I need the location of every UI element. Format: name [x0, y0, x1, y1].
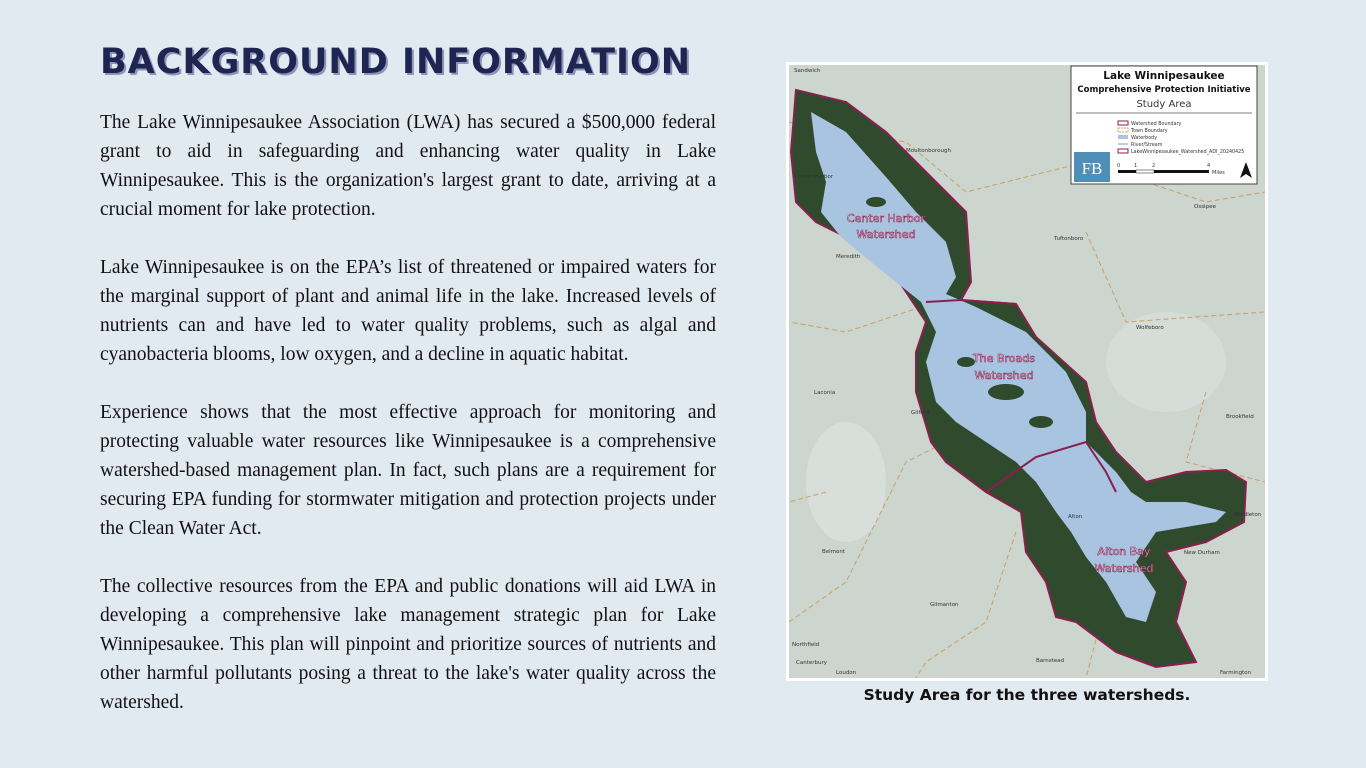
- town-label: Center Harbor: [794, 174, 834, 180]
- map-legend: [1071, 66, 1257, 184]
- town-label: Loudon: [836, 670, 857, 676]
- town-label: Middleton: [1234, 512, 1262, 518]
- scale-tick: 0: [1117, 163, 1121, 169]
- town-label: Alton: [1068, 514, 1083, 520]
- fb-logo-text: FB: [1081, 159, 1103, 178]
- town-label: New Durham: [1184, 550, 1220, 556]
- legend-item: River/Stream: [1131, 143, 1163, 148]
- terrain-patch: [806, 422, 886, 542]
- scale-segment: [1136, 170, 1154, 173]
- watershed-label: The Broads: [973, 352, 1035, 365]
- legend-item: Watershed Boundary: [1131, 122, 1182, 127]
- legend-swatch-waterbody: [1118, 135, 1128, 139]
- town-label: Brookfield: [1226, 414, 1254, 420]
- map-graphic: [786, 62, 1268, 681]
- scale-segment: [1154, 170, 1209, 173]
- watershed-label: Watershed: [856, 228, 916, 241]
- town-label: Belmont: [822, 549, 846, 555]
- legend-subtitle: Study Area: [1136, 99, 1192, 110]
- scale-tick: 4: [1207, 163, 1211, 169]
- map-caption: Study Area for the three watersheds.: [863, 686, 1191, 704]
- town-label: Moultonborough: [906, 148, 951, 154]
- legend-title: Lake Winnipesaukee: [1103, 70, 1225, 82]
- island: [988, 384, 1024, 400]
- watershed-label: Watershed: [1094, 562, 1154, 575]
- town-label: Gilmanton: [930, 602, 959, 608]
- island: [866, 197, 886, 207]
- legend-item: Waterbody: [1131, 136, 1158, 141]
- study-area-map: [786, 62, 1268, 681]
- watershed-label: Center Harbor: [846, 212, 926, 225]
- town-label: Northfield: [792, 642, 820, 648]
- scale-segment: [1118, 170, 1136, 173]
- watershed-label: Watershed: [974, 369, 1034, 382]
- town-label: Wolfeboro: [1136, 325, 1164, 331]
- scale-unit: Miles: [1212, 170, 1225, 176]
- page-title: BACKGROUND INFORMATION: [100, 42, 692, 82]
- town-label: Canterbury: [796, 660, 827, 666]
- paragraph-resources: The collective resources from the EPA and public donations will aid LWA in developing a comprehensive lake management strategic plan for Lake Winnipesaukee. This plan will pinpoint and prioritize sources of nutrients and other harmful pollutants posing a threat to the lake's water quality across the watershed.: [100, 576, 716, 713]
- island: [1029, 416, 1053, 428]
- town-label: Farmington: [1220, 670, 1252, 676]
- scale-tick: 1: [1134, 163, 1138, 169]
- terrain-patch: [1106, 312, 1226, 412]
- town-label: Meredith: [836, 254, 861, 260]
- paragraph-epa-list: Lake Winnipesaukee is on the EPA’s list of threatened or impaired waters for the marginal support of plant and animal life in the lake. Increased levels of nutrients can and have led to water quality problems, such as algal and cyanobacteria blooms, low oxygen, and a decline in aquatic habitat.: [100, 257, 716, 365]
- body-text: [100, 108, 716, 746]
- town-label: Barnstead: [1036, 658, 1065, 664]
- legend-title-2: Comprehensive Protection Initiative: [1077, 85, 1251, 95]
- town-label: Laconia: [814, 390, 836, 396]
- town-label: Ossipee: [1194, 204, 1216, 210]
- scale-tick: 2: [1152, 163, 1156, 169]
- town-label: Gilford: [911, 410, 930, 416]
- town-label: Tuftonboro: [1054, 236, 1084, 242]
- legend-item: LakeWinnipesaukee_Watershed_ADI_20240425: [1131, 150, 1245, 155]
- town-label: Sandwich: [794, 68, 821, 74]
- legend-item: Town Boundary: [1131, 129, 1168, 134]
- paragraph-grant: The Lake Winnipesaukee Association (LWA) has secured a $500,000 federal grant to aid in safeguarding and enhancing water quality in Lake Winnipesaukee. This is the organization's largest grant to date, arriving at a crucial moment for lake protection.: [100, 112, 716, 220]
- watershed-label: Alton Bay: [1097, 545, 1151, 558]
- paragraph-experience: Experience shows that the most effective approach for monitoring and protecting valuable water resources like Winnipesaukee is a comprehensive watershed-based management plan. In fact, such plans are a requirement for securing EPA funding for stormwater mitigation and protection projects under the Clean Water Act.: [100, 402, 716, 539]
